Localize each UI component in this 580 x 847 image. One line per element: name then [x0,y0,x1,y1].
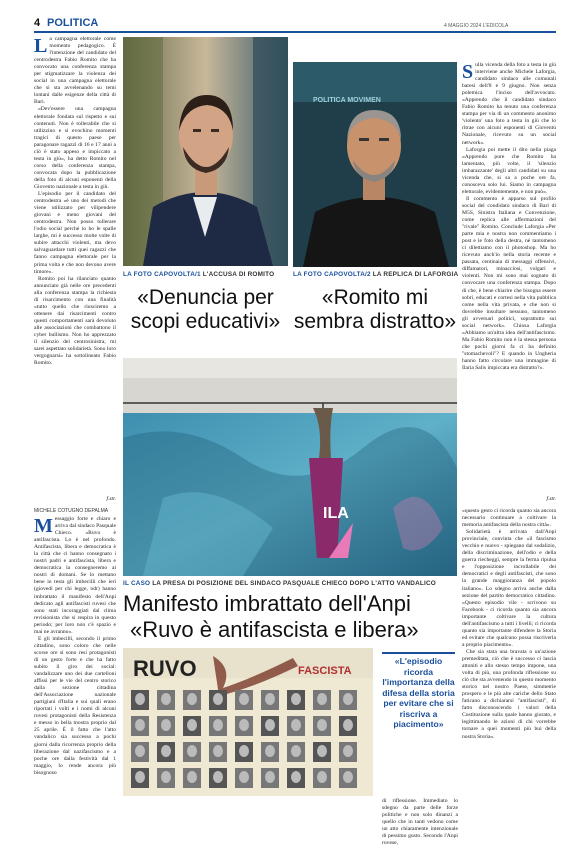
article3-lead: essaggio forte e chiaro e arriva dal sindaco Pasquale Chieco. «Ruvo è antifascista. Lo è nel profondo. Antifascista, libera e democratica è la città che ci hanno consegnato i nostri padri e antifascista, libera e democratica la consegneremo ai nostri di domani. Se lo mettano bene in testa gli imbecilli che ieri (giovedì per chi legge, ndr) hanno imbrattato il manifesto dell'Anpi dedicato agli antifascisti ruvesi che sono stati incoraggiati dal clima revisionista che si respira in questo periodo; per loro non c'è spazio e mai ne avranno». [34,516,116,635]
article1-para: Romito poi ha rilanciato quanto annunciato già nelle ore precedenti alla conferenza stampa la richiesta di risarcimento con una finalità «tutto quello che riusciremo a ottenere dai risarcimenti contro questi comportamenti sarà devoluto alle associazioni che combattono il cyber bullismo. Non ho apprezzato il silenzio del centrosinistra, mi sarei aspettato solidarietà. Sono loro vergognarsi» ha sottolineato Fabio Romito. [34,275,116,367]
graffiti-text: ILA [323,505,349,522]
poster-portrait-face [343,719,353,731]
poster-portrait-face [317,719,327,731]
poster-word-right: FASCISTA [298,665,352,677]
article3-pull-quote: «L'episodio ricorda l'importanza della difesa della storia per evitare che si riscriva a piacimento» [382,656,455,729]
article2-lead: ulla vicenda della foto a testa in giù interviene anche Michele Laforgia, candidato sindaco alle comunali baresi dell'8 e 9 giugno. Non senza polemica l'inciso dell'avvocato. «Apprendo che il candidato sindaco Fabio Romito ha tenuto una conferenza stampa per via di un commento anonimo 'violento' una foto a testa in giù che lo ritrae con alcuni esponenti di Gioventù Nazionale, ricevuto su un social network». [462,62,556,146]
poster-portrait-face [343,745,353,757]
poster-portrait-face [239,745,249,757]
article1-quote: «Denuncia per scopi educativi» [130,286,281,333]
poster-portrait-face [213,771,223,783]
poster-word-left: RUVO [133,656,197,681]
poster-portrait-face [213,719,223,731]
kicker-text: L'ACCUSA DI ROMITO [202,271,275,278]
backdrop-text: POLITICA MOVIMEN [313,97,381,104]
poster-portrait-face [317,771,327,783]
article1-kicker [123,271,291,278]
photo-laforgia [293,62,457,267]
kicker-label: LA FOTO CAPOVOLTA/1 [123,271,201,278]
poster-portrait-face [239,693,249,705]
poster-portrait-face [343,771,353,783]
poster-portrait-face [135,771,145,783]
poster-portrait-face [291,693,301,705]
article2-column [462,62,556,494]
article1-para: «Dev'essere una campagna elettorale fondata sul rispetto e sui contenuti. Non è tollerabile che si utilizzino e si evochino momenti tragici di questo paese per paragonare ragazzi di 16 e 17 anni a ciò è stato appeso e impiccato a testa in giù», ha detto Romito nel corso della conferenza stampa, convocata dopo la pubblicazione della foto di alcuni esponenti della Giovento nazionale a testa in giù. [34,106,116,190]
drop-cap: L [34,35,48,57]
poster-portrait-face [161,771,171,783]
poster-portrait-face [317,745,327,757]
poster-portrait-face [161,719,171,731]
poster-portrait-face [317,693,327,705]
date-line: 4 MAGGIO 2024 L'EDICOLA [444,23,509,29]
article2-signature: f.str. [546,496,556,502]
header-rule [34,31,556,33]
article2-quote: «Romito mi sembra distratto» [293,286,457,333]
kicker-text: LA REPLICA DI LAFORGIA [372,271,459,278]
poster-portrait-face [187,771,197,783]
poster-portrait-face [265,745,275,757]
kicker-text: LA PRESA DI POSIZIONE DEL SINDACO PASQUALE CHIECO DOPO L'ATTO VANDALICO [152,580,436,587]
photo-romito [123,37,288,266]
article3-right-para: «questo gesto ci ricorda quanto sia ancora necessario continuare a coltivare la memoria antifascista della nostra città». [462,508,556,529]
article2-para: Laforgia poi mette il dito nella piaga «Apprendo pure che Romito ha lamentato, più volte, il 'silenzio imbarazzante' degli altri candidati su una vicenda che, si sa a poche ore fa, conosceva solo lui. Siamo in campagna elettorale, evidentemente, e non può». [462,146,556,195]
poster-portrait-face [213,693,223,705]
article3-bottom-column [382,798,458,847]
drop-cap: S [462,61,474,83]
article3-para: E gli imbecilli, secondo il primo cittadino, sono coloro che nelle scorse ore si sono resi protagonisti di un gesto forte e che ha fatto subito il giro dei social: vandalizzare uno dei due cartelloni affissi per le vie del centro storico dalla sezione cittadina dell'Associazione nazionale partigiani d'Italia e sui quali erano riportati i volti e i nomi di alcuni ruvesi protagonisti della Resistenza e messo in bella mostra proprio dal 25 aprile. È il fatto che l'atto vandalico sia successo a pochi giorni dalla ricorrenza proprio della liberazione dal nazifascismo e a poche ore dalla festività dal 1 maggio, lo rende ancora più bisognoso [34,635,116,776]
poster-portrait-face [291,719,301,731]
poster-portrait-face [213,745,223,757]
kicker-label: IL CASO [123,580,151,587]
page-number: 4 [34,17,41,29]
poster-portrait-face [239,719,249,731]
article2-para: Il commento è apparso sul profilo social del condidato sindaco di Bari di M5S, Sinistra Italiana e Convenzione, come replica alle affermazioni del "rivale" Romito. Conclude Laforgia «Per parte mia e nostra non commentiamo i post e le foto della destra, né tantomeno ci dilettiamo con il photoshop. Ma ho ricevuto anch'io nella storia recente e passata, centinaia di messaggi offensivi, diffamatori, minacciosi, volgari e violenti. Non mi sono mai sognato di convocare una conferenza stampa. Dopo di che, è bene chiarire che bisogna essere sobri, educati e cortesi nella vita pubblica come nella vita privata, e che non si dovrebbe insultare nessuno, tantomeno gli avversari politici, soprattutto sui social network». Chiosa Laforgia «Abbiamo un'altra idea dell'antifascismo. Ma Fabio Romito non è la stessa persona che pochi giorni fa ci ha definito "stomachevoli"? E quando in Ungheria hanno fatto circolare una immagine di Ilaria Salis impiccata era distratto?». [462,195,556,372]
poster-portrait-face [161,693,171,705]
poster-portrait-face [135,745,145,757]
poster-portrait-face [135,693,145,705]
poster-portrait-face [239,771,249,783]
article3-kicker [123,580,457,587]
article2-kicker [293,271,461,278]
poster-portrait-face [187,745,197,757]
poster-portrait-face [265,693,275,705]
poster-portrait-face [343,693,353,705]
photo-vandalized-wall [123,358,457,576]
section-title: POLITICA [47,17,99,29]
article3-byline: MICHELE COTUGNO DEPALMA [34,508,109,514]
article3-title-line2: «Ruvo è antifascista e libera» [130,617,419,642]
article3-column [34,516,116,842]
poster-portrait-face [187,693,197,705]
poster-portrait-face [265,771,275,783]
photo-anpi-poster [123,648,373,796]
poster-portrait-face [135,719,145,731]
poster-portrait-face [265,719,275,731]
poster-portrait-face [291,771,301,783]
article3-title-line1: Manifesto imbrattato dell'Anpi [123,591,411,616]
article3-right-para: Solidarietà è arrivata dall'Anpi provinciale, convinta che «il fascismo vecchio e nuovo - spiegano dal sodalizio, della discriminazione, dell'odio e della guerra riecheggi, sempre la ferma ripulsa e l'opposizione incrollabile dei democratici e degli antifascisti, che sono la grande maggioranza del popolo italiano». Lo sdegno arriva anche dalla sezione del partito democratico cittadino. «Questo episodio vile - scrivono su Facebook - ci ricorda quanto sia ancora importante coltivare la cultura dell'antifascismo a tutti i livelli; ci ricorda quanto sia importante difendere la Storia ed evitare che qualcuno possa riscriverla a proprio piacimento». [462,529,556,648]
poster-portrait-face [161,745,171,757]
article1-column [34,36,116,494]
pull-quote-rule-top [382,652,455,654]
article3-right-column [462,508,556,842]
drop-cap: M [34,515,53,537]
article1-signature: f.str. [106,496,116,502]
article1-para: L'episodio per il candidato del centrodestra «è uno dei metodi che viene utilizzato per vilipendere giovani e meno giovani del centrodestra. Non posso tollerare l'odio social perché io ho le spalle larghe, mi è successo molte volte di subire attacchi violenti, ma devo salvaguardare tutti quei ragazzi che fanno campagna elettorale per la prima volta e che non devono avere timore». [34,191,116,275]
article3-bottom-para: di riflessione. Immediato lo sdegno da parte delle forze politiche e non solo dinanzi a quello che in tanti vedono come un atto chiaramente intenzionale di pessimo gusto. Secondo l'Anpi ruvese, [382,798,458,847]
article1-lead: a campagna elettorale come momento pedagogico. È l'intenzione del candidato del centrodestra Fabio Romito che ha convocato una conferenza stampa per stigmatizzare la violenza dei social in una campagna elettorale che si sta avvelenando su temi lontani dalle esigenze della città di Bari. [34,36,116,106]
kicker-label: LA FOTO CAPOVOLTA/2 [293,271,371,278]
article3-right-para: Che sia stata una bravata o un'azione premeditata, ciò che è successo ci lascia attoniti e allo stesso tempo impone, una volta di più, una profonda riflessione su ciò che sta avvenendo in questo momento storico nel nostro Paese, simmetrie prospero e le più alte cariche dello Stato faticano a dichiararsi "antifascisti", di fatto disconoscendo i valori della Costituzione sulla quale hanno giurato, e legittimando le azioni di chi vorrebbe tornare a quei momenti più bui della nostra Storia». [462,648,556,740]
poster-portrait-face [291,745,301,757]
poster-portrait-face [187,719,197,731]
